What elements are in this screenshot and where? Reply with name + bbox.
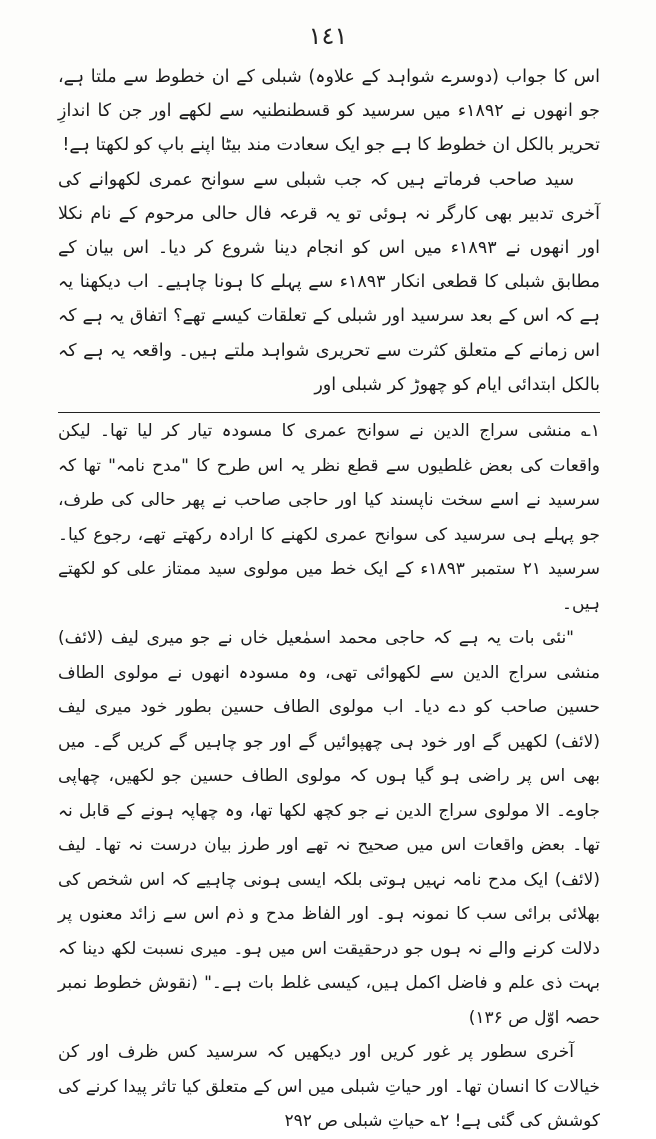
paragraph: سید صاحب فرماتے ہیں کہ جب شبلی سے سوانح عمری لکھوانے کی آخری تدبیر بھی کارگر نہ ہوئی تو یہ قرعہ فال حالی مرحوم کے نام نکلا اور انھوں نے ۱۸۹۳ء میں اس کو انجام دینا شروع کر دیا۔ اس بیان کے مطابق شبلی کا قطعی انکار ۱۸۹۳ء سے پہلے کا ہونا چاہیے۔ اب دیکھنا یہ ہے کہ اس کے بعد سرسید اور شبلی کے تعلقات کیسے تھے؟ اتفاق یہ ہے کہ اس زمانے کے متعلق کثرت سے تحریری شواہد ملتے ہیں۔ واقعہ یہ ہے کہ بالکل ابتدائی ایام کو چھوڑ کر شبلی اور (58, 169, 601, 395)
footnote-paragraph: آخری سطور پر غور کریں اور دیکھیں کہ سرسید کس ظرف اور کن خیالات کا انسان تھا۔ اور حیاتِ شبلی میں اس کے متعلق کیا تاثر پیدا کرنے کی کوشش کی گئی ہے! ۲؎ حیاتِ شبلی ص ۲۹۲ (58, 1042, 600, 1131)
page-number: ١٤١ (308, 22, 348, 50)
paragraph: اس کا جواب (دوسرے شواہد کے علاوہ) شبلی کے ان خطوط سے ملتا ہے، جو انھوں نے ۱۸۹۲ء میں سرسید کو قسطنطنیہ سے لکھے اور جن کا اندازِ تحریر بالکل ان خطوط کا ہے جو ایک سعادت مند بیٹا اپنے باپ کو لکھتا ہے! (58, 67, 600, 156)
footnote-paragraph: ۱؎ منشی سراج الدین نے سوانح عمری کا مسودہ تیار کر لیا تھا۔ لیکن واقعات کی بعض غلطیوں سے قطع نظر یہ اس طرح کا "مدح نامہ" تھا کہ سرسید نے اسے سخت ناپسند کیا اور حاجی صاحب نے پھر حالی کی طرف، جو پہلے ہی سرسید کی سوانح عمری لکھنے کا ارادہ رکھتے تھے، رجوع کیا۔ سرسید ۲۱ ستمبر ۱۸۹۳ء کے ایک خط میں مولوی سید ممتاز علی کو لکھتے ہیں۔ (58, 421, 600, 614)
footnote-quote: "نئی بات یہ ہے کہ حاجی محمد اسمٰعیل خاں نے جو میری لیف (لائف) منشی سراج الدین سے لکھوائی تھی، وہ مسودہ انھوں نے مولوی الطاف حسین صاحب کو دے دیا۔ اب مولوی الطاف حسین بطور خود میری لیف (لائف) لکھیں گے اور خود ہی چھپوائیں گے اور جو چاہیں گے کریں گے۔ میں بھی اس پر راضی ہو گیا ہوں کہ مولوی الطاف حسین جو لکھیں، چھاپی جاوے۔ الا مولوی سراج الدین نے جو کچھ لکھا تھا، وہ چھاپہ ہونے کے قابل نہ تھا۔ بعض واقعات اس میں صحیح نہ تھے اور طرز بیان درست نہ تھا۔ لیف (لائف) ایک مدح نامہ نہیں ہوتی بلکہ ایسی ہونی چاہیے کہ اس شخص کی بھلائی برائی سب کا نمونہ ہو۔ اور الفاظ مدح و ذم اس سے زائد معنوں پر دلالت کرنے والے نہ ہوں جو درحقیقت اس میں ہو۔ میری نسبت لکھ دینا کہ بہت ذی علم و فاضل اکمل ہیں، کیسی غلط بات ہے۔" (نقوش خطوط نمبر حصہ اوّل ص ۱۳۶) (58, 628, 600, 1028)
footnotes (58, 414, 600, 1139)
footnote-divider (58, 412, 600, 413)
main-text (58, 60, 600, 402)
